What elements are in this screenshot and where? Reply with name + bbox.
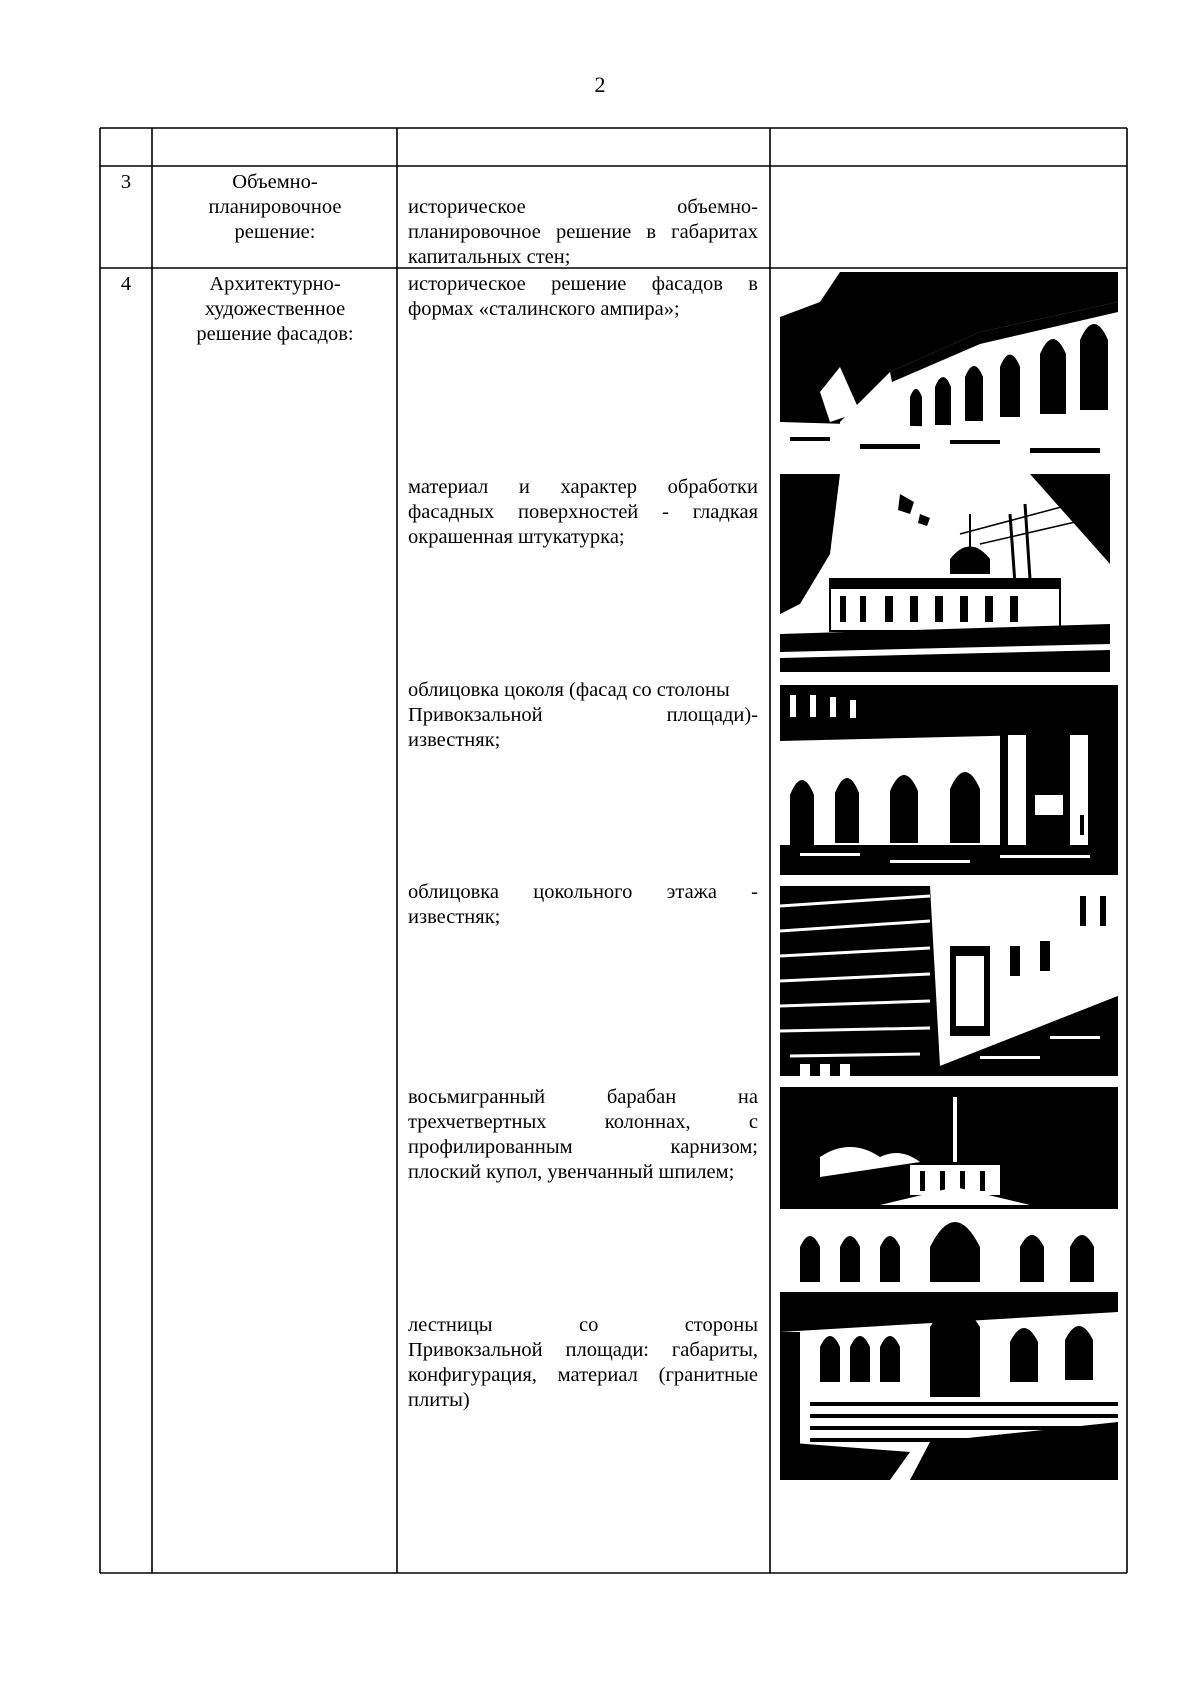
- facade-item-5: восьмигранный барабан на трехчетвертных колоннах, с профилированным карнизом; плоский купол, увенчанный шпилем;: [408, 1086, 758, 1183]
- row-4-name: Архитектурно- художественное решение фасадов:: [196, 273, 354, 345]
- page-number: 2: [594, 72, 606, 97]
- facade-item-4: облицовка цокольного этажа - известняк;: [408, 881, 758, 928]
- colonnade-photo: [780, 685, 1118, 875]
- facade-item-2: материал и характер обработки фасадных поверхностей - гладкая окрашенная штукатурка;: [408, 476, 758, 548]
- limestone-wall-photo: [780, 886, 1118, 1076]
- drum-spire-photo: [780, 1087, 1118, 1282]
- row-4-number: 4: [120, 273, 132, 295]
- stairs-photo: [780, 1292, 1118, 1480]
- facade-photo: [780, 272, 1118, 462]
- row-3-description: историческое объемно- планировочное решение в габаритах капитальных стен;: [408, 196, 758, 268]
- row-3-name: Объемно- планировочное решение:: [208, 171, 342, 243]
- row-3-number: 3: [120, 171, 132, 193]
- facade-item-3: облицовка цоколя (фасад со столоны Привокзальной площади)- известняк;: [408, 679, 758, 751]
- facade-item-6: лестницы со стороны Привокзальной площади: габариты, конфигурация, материал (гранитные плиты): [408, 1314, 758, 1411]
- station-photo: [780, 474, 1110, 672]
- facade-item-1: историческое решение фасадов в формах «сталинского ампира»;: [408, 273, 758, 320]
